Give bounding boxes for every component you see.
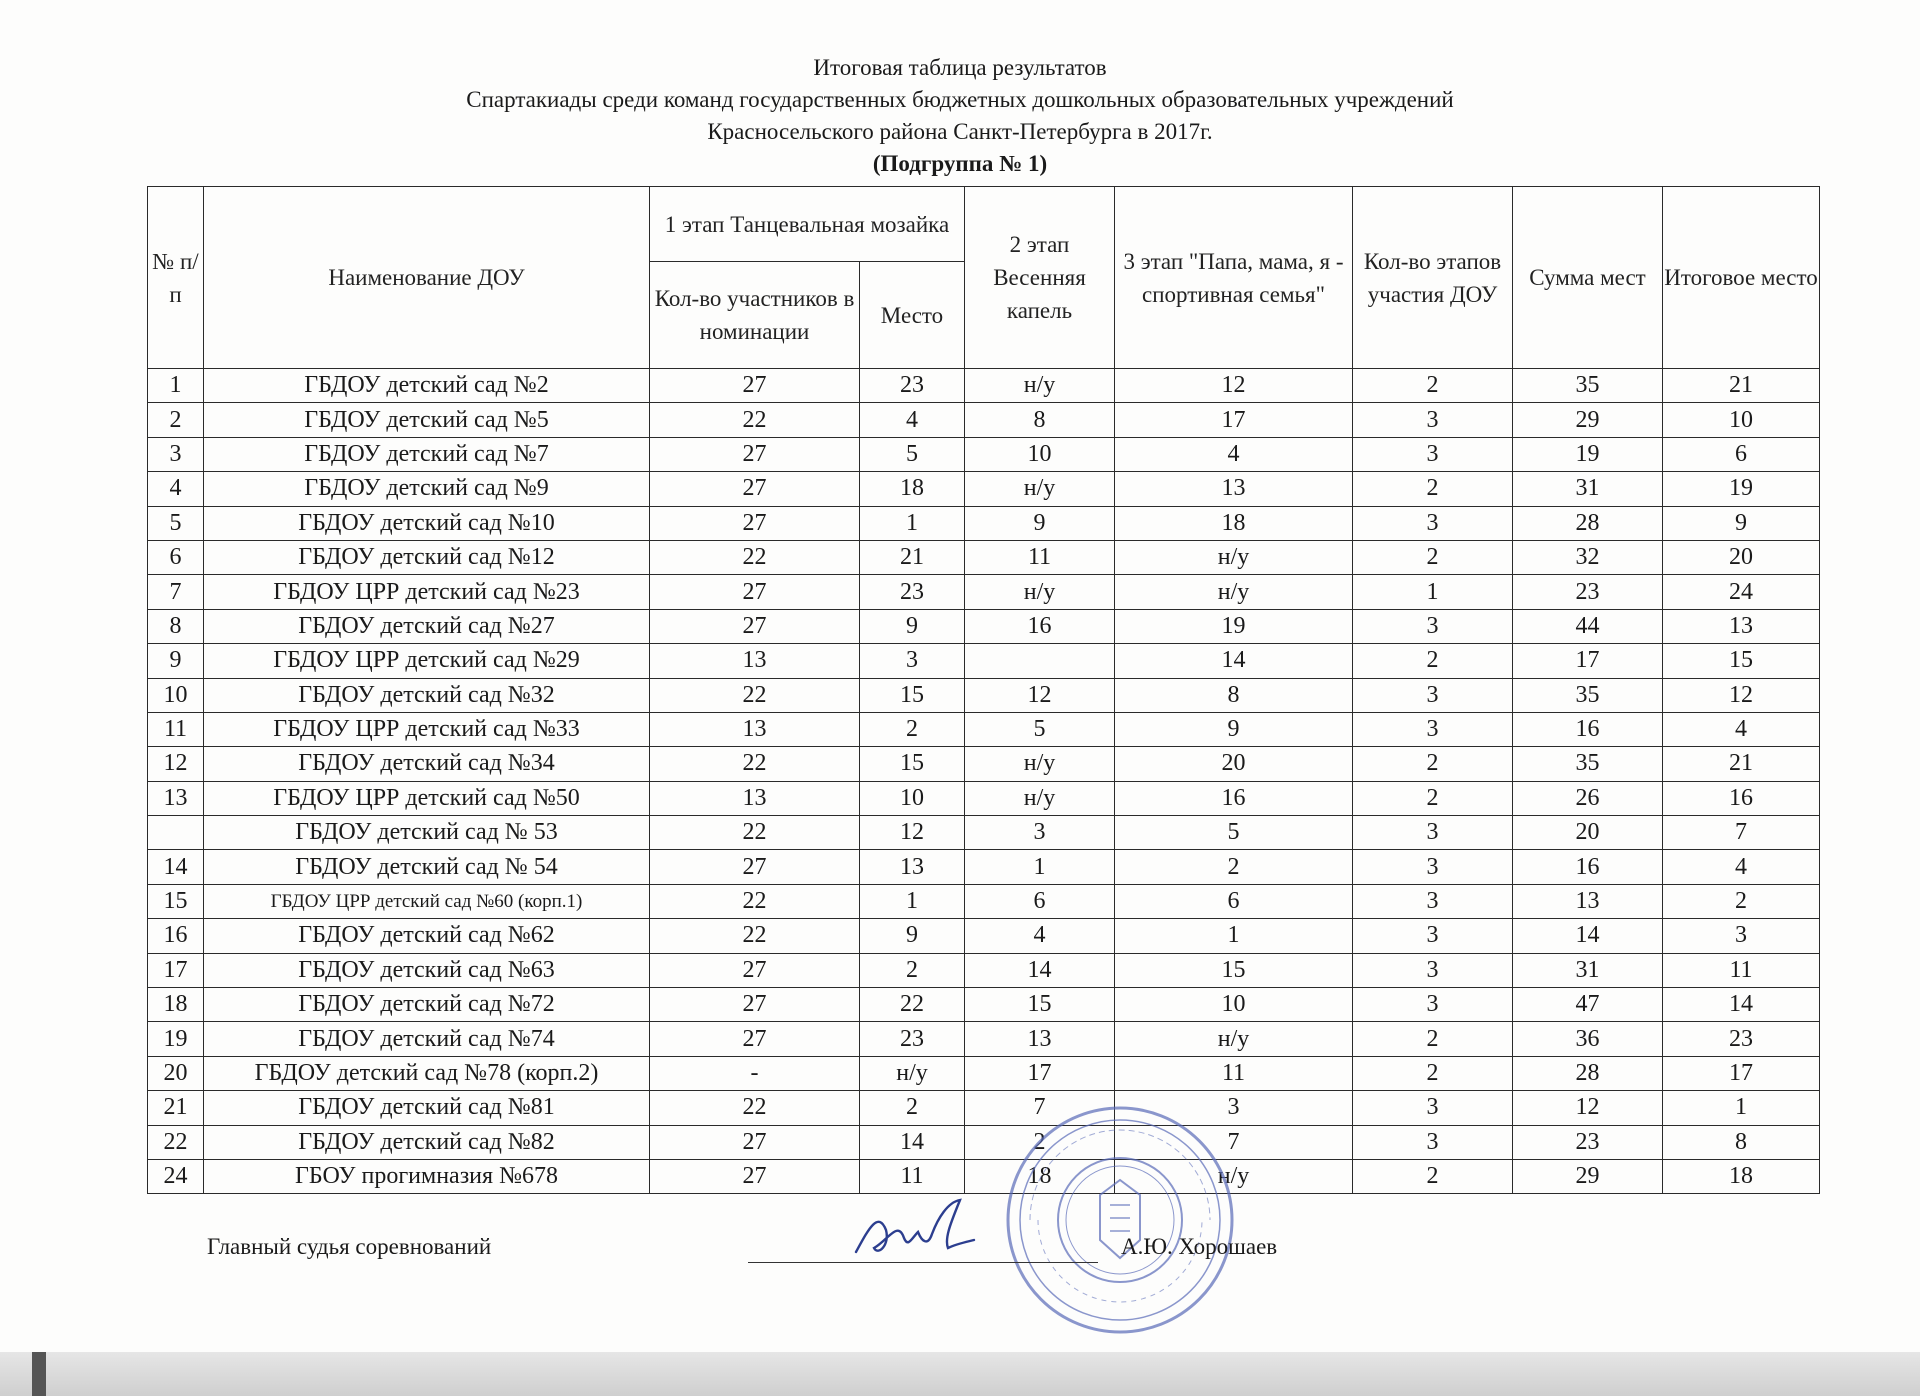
- cell-stage1-count: 27: [650, 953, 860, 987]
- cell-stage1-count: 22: [650, 540, 860, 574]
- cell-stage1-place: 15: [860, 678, 965, 712]
- cell-stage2: н/у: [965, 369, 1115, 403]
- col-header-stage3: 3 этап "Папа, мама, я - спортивная семья": [1115, 187, 1353, 369]
- cell-num: 21: [148, 1091, 204, 1125]
- table-row: [148, 712, 1820, 746]
- cell-num: 4: [148, 472, 204, 506]
- header-title: Итоговая таблица результатов: [813, 55, 1107, 80]
- cell-final: 15: [1663, 644, 1820, 678]
- cell-stage1-place: 12: [860, 816, 965, 850]
- cell-stage3: 11: [1115, 1056, 1353, 1090]
- cell-num: 22: [148, 1125, 204, 1159]
- cell-name: ГБДОУ ЦРР детский сад №33: [204, 712, 650, 746]
- cell-stage3: 3: [1115, 1091, 1353, 1125]
- cell-num: 1: [148, 369, 204, 403]
- cell-num: 7: [148, 575, 204, 609]
- cell-stages-count: 3: [1353, 678, 1513, 712]
- table-row: [148, 437, 1820, 471]
- cell-final: 16: [1663, 781, 1820, 815]
- cell-name: ГБДОУ детский сад №82: [204, 1125, 650, 1159]
- table-row: [148, 1056, 1820, 1090]
- cell-stage2: 11: [965, 540, 1115, 574]
- col-header-stages-count: Кол-во этапов участия ДОУ: [1353, 187, 1513, 369]
- cell-stage1-count: 22: [650, 403, 860, 437]
- cell-final: 12: [1663, 678, 1820, 712]
- cell-stage2: н/у: [965, 575, 1115, 609]
- cell-final: 21: [1663, 369, 1820, 403]
- table-row: [148, 919, 1820, 953]
- stamp-seal-image: [1000, 1100, 1240, 1340]
- cell-stage1-place: 23: [860, 575, 965, 609]
- cell-name: ГБДОУ детский сад №34: [204, 747, 650, 781]
- cell-stage1-place: 2: [860, 953, 965, 987]
- cell-stage3: 14: [1115, 644, 1353, 678]
- cell-sum: 13: [1513, 884, 1663, 918]
- cell-stage3: н/у: [1115, 1022, 1353, 1056]
- cell-final: 1: [1663, 1091, 1820, 1125]
- cell-stage3: н/у: [1115, 575, 1353, 609]
- cell-stage3: 16: [1115, 781, 1353, 815]
- cell-stages-count: 2: [1353, 472, 1513, 506]
- cell-num: 18: [148, 988, 204, 1022]
- cell-stage1-place: 15: [860, 747, 965, 781]
- cell-stage2: н/у: [965, 472, 1115, 506]
- cell-stage1-count: 22: [650, 919, 860, 953]
- table-row: [148, 988, 1820, 1022]
- cell-name: ГБДОУ ЦРР детский сад №50: [204, 781, 650, 815]
- cell-final: 18: [1663, 1159, 1820, 1193]
- cell-sum: 14: [1513, 919, 1663, 953]
- cell-stage1-place: 13: [860, 850, 965, 884]
- cell-stage1-place: 2: [860, 1091, 965, 1125]
- cell-stage2: 6: [965, 884, 1115, 918]
- cell-final: 9: [1663, 506, 1820, 540]
- cell-final: 19: [1663, 472, 1820, 506]
- cell-stage1-place: 9: [860, 609, 965, 643]
- cell-stage1-count: 27: [650, 1159, 860, 1193]
- cell-sum: 17: [1513, 644, 1663, 678]
- cell-stage1-count: 27: [650, 575, 860, 609]
- cell-name: ГБДОУ детский сад №10: [204, 506, 650, 540]
- cell-stage2: 15: [965, 988, 1115, 1022]
- cell-name: ГБДОУ ЦРР детский сад №60 (корп.1): [204, 884, 650, 918]
- cell-num: 20: [148, 1056, 204, 1090]
- cell-sum: 12: [1513, 1091, 1663, 1125]
- cell-stage2: [965, 644, 1115, 678]
- table-row: [148, 1125, 1820, 1159]
- cell-sum: 31: [1513, 472, 1663, 506]
- cell-name: ГБДОУ детский сад №12: [204, 540, 650, 574]
- cell-stage1-count: 27: [650, 1022, 860, 1056]
- cell-stage1-place: 3: [860, 644, 965, 678]
- cell-sum: 28: [1513, 506, 1663, 540]
- cell-sum: 19: [1513, 437, 1663, 471]
- cell-num: 14: [148, 850, 204, 884]
- cell-final: 3: [1663, 919, 1820, 953]
- cell-stages-count: 2: [1353, 540, 1513, 574]
- chief-judge-name: А.Ю. Хорошаев: [1121, 1234, 1278, 1259]
- table-row: [148, 540, 1820, 574]
- cell-stage2: 3: [965, 816, 1115, 850]
- cell-stage3: 10: [1115, 988, 1353, 1022]
- cell-stage3: 4: [1115, 437, 1353, 471]
- cell-final: 8: [1663, 1125, 1820, 1159]
- cell-num: 16: [148, 919, 204, 953]
- cell-stage1-place: 1: [860, 506, 965, 540]
- cell-final: 11: [1663, 953, 1820, 987]
- cell-name: ГБДОУ детский сад № 54: [204, 850, 650, 884]
- cell-stage2: 5: [965, 712, 1115, 746]
- table-row: [148, 1091, 1820, 1125]
- cell-name: ГБДОУ детский сад №2: [204, 369, 650, 403]
- cell-final: 4: [1663, 712, 1820, 746]
- cell-stage2: 14: [965, 953, 1115, 987]
- col-header-stage2: 2 этап Весенняя капель: [965, 187, 1115, 369]
- cell-stages-count: 3: [1353, 1091, 1513, 1125]
- cell-name: ГБДОУ детский сад №81: [204, 1091, 650, 1125]
- cell-stage2: 13: [965, 1022, 1115, 1056]
- cell-stages-count: 3: [1353, 403, 1513, 437]
- cell-num: 13: [148, 781, 204, 815]
- cell-stage1-place: 14: [860, 1125, 965, 1159]
- table-row: [148, 781, 1820, 815]
- cell-stage1-count: 27: [650, 437, 860, 471]
- cell-stage3: 13: [1115, 472, 1353, 506]
- cell-name: ГБДОУ детский сад №27: [204, 609, 650, 643]
- col-header-num: № п/п: [148, 187, 204, 369]
- cell-final: 20: [1663, 540, 1820, 574]
- cell-stages-count: 3: [1353, 816, 1513, 850]
- cell-final: 14: [1663, 988, 1820, 1022]
- cell-stage1-count: 27: [650, 1125, 860, 1159]
- cell-stage1-place: 5: [860, 437, 965, 471]
- cell-stages-count: 3: [1353, 919, 1513, 953]
- cell-stage1-count: 27: [650, 506, 860, 540]
- cell-stages-count: 2: [1353, 747, 1513, 781]
- cell-stage1-count: 27: [650, 472, 860, 506]
- cell-stages-count: 1: [1353, 575, 1513, 609]
- cell-stage1-count: 22: [650, 678, 860, 712]
- table-row: [148, 369, 1820, 403]
- cell-stage1-count: 27: [650, 609, 860, 643]
- cell-num: 17: [148, 953, 204, 987]
- signature-line: [748, 1262, 1098, 1263]
- cell-stage1-place: н/у: [860, 1056, 965, 1090]
- cell-stage1-count: 27: [650, 850, 860, 884]
- cell-sum: 29: [1513, 1159, 1663, 1193]
- cell-stages-count: 2: [1353, 781, 1513, 815]
- cell-stage3: 19: [1115, 609, 1353, 643]
- cell-stage3: н/у: [1115, 1159, 1353, 1193]
- cell-stage1-place: 2: [860, 712, 965, 746]
- signature-image: [848, 1190, 978, 1270]
- cell-stages-count: 3: [1353, 712, 1513, 746]
- cell-name: ГБДОУ детский сад №9: [204, 472, 650, 506]
- cell-sum: 16: [1513, 712, 1663, 746]
- cell-stage2: 7: [965, 1091, 1115, 1125]
- table-row: [148, 850, 1820, 884]
- cell-sum: 23: [1513, 1125, 1663, 1159]
- cell-num: 6: [148, 540, 204, 574]
- cell-stage3: 5: [1115, 816, 1353, 850]
- cell-stage2: н/у: [965, 747, 1115, 781]
- cell-final: 13: [1663, 609, 1820, 643]
- cell-stage3: 18: [1115, 506, 1353, 540]
- table-header-row: [148, 187, 1820, 262]
- cell-stage2: 9: [965, 506, 1115, 540]
- cell-name: ГБДОУ детский сад №7: [204, 437, 650, 471]
- cell-stage2: 17: [965, 1056, 1115, 1090]
- cell-stage2: 1: [965, 850, 1115, 884]
- cell-stage1-count: 13: [650, 781, 860, 815]
- col-header-final: Итоговое место: [1663, 187, 1820, 369]
- col-header-stage1-place: Место: [860, 262, 965, 369]
- cell-stage1-place: 11: [860, 1159, 965, 1193]
- cell-num: 15: [148, 884, 204, 918]
- cell-stage3: 7: [1115, 1125, 1353, 1159]
- cell-stages-count: 3: [1353, 609, 1513, 643]
- cell-stages-count: 3: [1353, 988, 1513, 1022]
- cell-stage1-count: 13: [650, 644, 860, 678]
- cell-stages-count: 3: [1353, 850, 1513, 884]
- cell-stage3: 6: [1115, 884, 1353, 918]
- cell-stage1-count: 22: [650, 884, 860, 918]
- cell-stage1-place: 21: [860, 540, 965, 574]
- cell-stages-count: 3: [1353, 506, 1513, 540]
- cell-num: 19: [148, 1022, 204, 1056]
- cell-final: 6: [1663, 437, 1820, 471]
- cell-name: ГБДОУ детский сад №74: [204, 1022, 650, 1056]
- cell-stage1-count: 27: [650, 988, 860, 1022]
- cell-name: ГБДОУ ЦРР детский сад №23: [204, 575, 650, 609]
- table-row: [148, 506, 1820, 540]
- cell-stages-count: 3: [1353, 884, 1513, 918]
- cell-stage1-place: 18: [860, 472, 965, 506]
- table-row: [148, 609, 1820, 643]
- cell-stage3: 20: [1115, 747, 1353, 781]
- cell-num: [148, 816, 204, 850]
- cell-stage3: 12: [1115, 369, 1353, 403]
- cell-sum: 32: [1513, 540, 1663, 574]
- cell-stages-count: 2: [1353, 1056, 1513, 1090]
- cell-name: ГБДОУ детский сад №78 (корп.2): [204, 1056, 650, 1090]
- cell-stage1-place: 23: [860, 369, 965, 403]
- cell-sum: 29: [1513, 403, 1663, 437]
- col-header-stage1: 1 этап Танцевальная мозайка: [650, 187, 965, 262]
- header-subtitle: Спартакиады среди команд государственных бюджетных дошкольных образовательных учреждений: [466, 87, 1454, 112]
- cell-stage2: 18: [965, 1159, 1115, 1193]
- cell-num: 9: [148, 644, 204, 678]
- cell-stage3: н/у: [1115, 540, 1353, 574]
- cell-num: 2: [148, 403, 204, 437]
- header-district: Красносельского района Санкт-Петербурга в 2017г.: [707, 119, 1213, 144]
- table-row: [148, 747, 1820, 781]
- cell-stage3: 8: [1115, 678, 1353, 712]
- cell-stage3: 9: [1115, 712, 1353, 746]
- results-body: [148, 369, 1820, 1194]
- cell-stage1-place: 1: [860, 884, 965, 918]
- cell-stages-count: 2: [1353, 1159, 1513, 1193]
- cell-stage1-count: 22: [650, 1091, 860, 1125]
- table-row: [148, 1159, 1820, 1193]
- chief-judge-label: Главный судья соревнований: [207, 1234, 492, 1259]
- cell-stage1-count: 22: [650, 747, 860, 781]
- cell-sum: 35: [1513, 369, 1663, 403]
- cell-stage3: 15: [1115, 953, 1353, 987]
- cell-num: 3: [148, 437, 204, 471]
- cell-sum: 23: [1513, 575, 1663, 609]
- cell-stage1-place: 22: [860, 988, 965, 1022]
- cell-final: 23: [1663, 1022, 1820, 1056]
- cell-stage2: 2: [965, 1125, 1115, 1159]
- cell-stage3: 1: [1115, 919, 1353, 953]
- cell-name: ГБДОУ детский сад №63: [204, 953, 650, 987]
- cell-num: 8: [148, 609, 204, 643]
- table-row: [148, 953, 1820, 987]
- cell-stage2: 4: [965, 919, 1115, 953]
- cell-name: ГБДОУ ЦРР детский сад №29: [204, 644, 650, 678]
- scan-bottom-edge: [0, 1352, 1920, 1396]
- cell-stages-count: 2: [1353, 369, 1513, 403]
- cell-final: 24: [1663, 575, 1820, 609]
- cell-num: 11: [148, 712, 204, 746]
- table-row: [148, 575, 1820, 609]
- cell-stage1-count: 13: [650, 712, 860, 746]
- cell-final: 2: [1663, 884, 1820, 918]
- cell-name: ГБДОУ детский сад №5: [204, 403, 650, 437]
- cell-final: 4: [1663, 850, 1820, 884]
- cell-stage2: н/у: [965, 781, 1115, 815]
- table-row: [148, 644, 1820, 678]
- col-header-stage1-count: Кол-во участников в номинации: [650, 262, 860, 369]
- cell-num: 12: [148, 747, 204, 781]
- cell-stage1-count: 22: [650, 816, 860, 850]
- cell-stage2: 16: [965, 609, 1115, 643]
- cell-sum: 31: [1513, 953, 1663, 987]
- cell-final: 17: [1663, 1056, 1820, 1090]
- cell-sum: 28: [1513, 1056, 1663, 1090]
- cell-final: 10: [1663, 403, 1820, 437]
- cell-name: ГБДОУ детский сад № 53: [204, 816, 650, 850]
- cell-num: 5: [148, 506, 204, 540]
- cell-num: 10: [148, 678, 204, 712]
- table-row: [148, 1022, 1820, 1056]
- cell-stage1-place: 10: [860, 781, 965, 815]
- cell-sum: 44: [1513, 609, 1663, 643]
- cell-sum: 26: [1513, 781, 1663, 815]
- table-row: [148, 678, 1820, 712]
- cell-sum: 36: [1513, 1022, 1663, 1056]
- table-row: [148, 816, 1820, 850]
- cell-sum: 35: [1513, 678, 1663, 712]
- header-subgroup: (Подгруппа № 1): [872, 151, 1048, 176]
- cell-stage1-place: 23: [860, 1022, 965, 1056]
- scan-edge-mark: [32, 1352, 46, 1396]
- cell-stages-count: 3: [1353, 437, 1513, 471]
- cell-num: 24: [148, 1159, 204, 1193]
- cell-final: 21: [1663, 747, 1820, 781]
- cell-sum: 35: [1513, 747, 1663, 781]
- cell-name: ГБДОУ детский сад №62: [204, 919, 650, 953]
- cell-stages-count: 3: [1353, 1125, 1513, 1159]
- cell-name: ГБОУ прогимназия №678: [204, 1159, 650, 1193]
- cell-stage2: 12: [965, 678, 1115, 712]
- cell-sum: 20: [1513, 816, 1663, 850]
- cell-stages-count: 2: [1353, 644, 1513, 678]
- cell-stage1-place: 4: [860, 403, 965, 437]
- cell-stages-count: 3: [1353, 953, 1513, 987]
- cell-stage1-count: 27: [650, 369, 860, 403]
- cell-name: ГБДОУ детский сад №72: [204, 988, 650, 1022]
- col-header-sum: Сумма мест: [1513, 187, 1663, 369]
- cell-stages-count: 2: [1353, 1022, 1513, 1056]
- cell-stage2: 8: [965, 403, 1115, 437]
- cell-stage3: 17: [1115, 403, 1353, 437]
- cell-sum: 47: [1513, 988, 1663, 1022]
- col-header-name: Наименование ДОУ: [204, 187, 650, 369]
- cell-name: ГБДОУ детский сад №32: [204, 678, 650, 712]
- cell-stage1-count: -: [650, 1056, 860, 1090]
- table-row: [148, 884, 1820, 918]
- document-header: [0, 52, 1920, 180]
- table-row: [148, 403, 1820, 437]
- cell-sum: 16: [1513, 850, 1663, 884]
- cell-stage2: 10: [965, 437, 1115, 471]
- table-row: [148, 472, 1820, 506]
- cell-stage1-place: 9: [860, 919, 965, 953]
- results-table: [147, 186, 1820, 1194]
- cell-final: 7: [1663, 816, 1820, 850]
- cell-stage3: 2: [1115, 850, 1353, 884]
